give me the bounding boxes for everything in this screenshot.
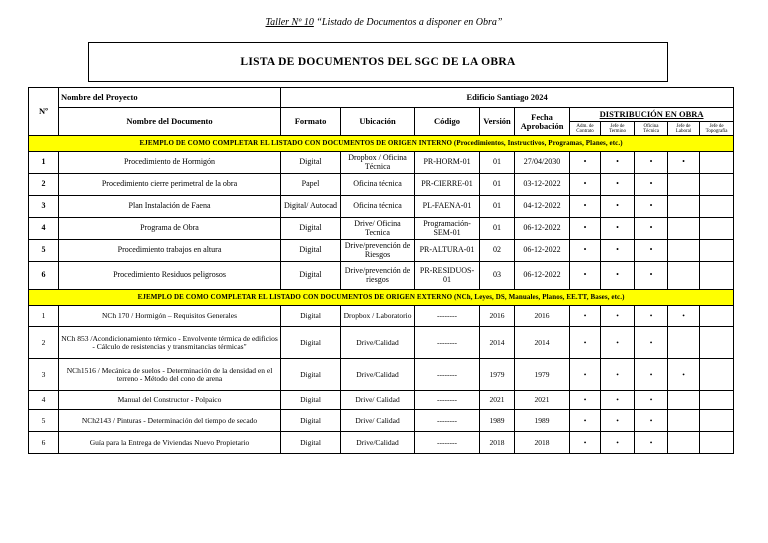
table-row [29,174,734,196]
document-code: -------- [415,432,480,454]
document-format: Digital [281,218,341,240]
document-code: PR-RESIDUOS-01 [415,262,480,290]
approval-date: 06-12-2022 [515,262,570,290]
distribution-mark: • [570,262,601,290]
dist-sub-header: Jefe de Topografía [700,122,734,136]
row-number: 5 [29,240,59,262]
document-version: 01 [480,218,515,240]
distribution-mark: • [635,327,668,359]
row-number: 4 [29,218,59,240]
document-name: Plan Instalación de Faena [59,196,281,218]
distribution-mark: • [635,391,668,410]
col-version-header: Versión [480,108,515,136]
approval-date: 2018 [515,432,570,454]
approval-date: 1989 [515,410,570,432]
dist-sub-header: Oficina Técnica [635,122,668,136]
document-format: Digital [281,410,341,432]
document-version: 1989 [480,410,515,432]
distribution-mark: • [570,152,601,174]
distribution-mark [700,359,734,391]
distribution-mark: • [570,306,601,327]
internal-rows [29,152,734,290]
table-row [29,152,734,174]
document-name: NCh2143 / Pinturas - Determinación del tiempo de secado [59,410,281,432]
approval-date: 06-12-2022 [515,218,570,240]
document-version: 2018 [480,432,515,454]
section-external-row [29,290,734,306]
section-internal-row [29,136,734,152]
distribution-mark [668,240,700,262]
distribution-mark: • [668,152,700,174]
table-row [29,306,734,327]
distribution-mark [700,218,734,240]
distribution-mark: • [601,327,635,359]
document-name: Programa de Obra [59,218,281,240]
document-format: Digital [281,432,341,454]
document-location: Drive/Calidad [341,327,415,359]
distribution-mark: • [668,306,700,327]
document-code: PL-FAENA-01 [415,196,480,218]
distribution-mark [700,410,734,432]
document-location: Dropbox / Laboratorio [341,306,415,327]
distribution-mark [668,196,700,218]
document-format: Digital [281,152,341,174]
distribution-mark [700,432,734,454]
dist-sub-header: Jefe de Termino [601,122,635,136]
distribution-mark [668,262,700,290]
row-number: 1 [29,152,59,174]
distribution-mark [700,327,734,359]
workshop-label: Taller Nº 10 [265,17,314,28]
document-code: Programación-SEM-01 [415,218,480,240]
document-name: Manual del Constructor - Polpaico [59,391,281,410]
distribution-mark: • [601,359,635,391]
row-number: 4 [29,391,59,410]
document-location: Drive/Calidad [341,432,415,454]
document-location: Drive/ Calidad [341,391,415,410]
distribution-mark: • [601,218,635,240]
dist-sub-header: Adm. de Contrato [570,122,601,136]
document-name: NCh 170 / Hormigón – Requisitos Generales [59,306,281,327]
distribution-mark: • [635,410,668,432]
table-row [29,262,734,290]
row-number: 6 [29,262,59,290]
col-format-header: Formato [281,108,341,136]
document-format: Digital/ Autocad [281,196,341,218]
distribution-mark: • [601,306,635,327]
distribution-mark: • [570,174,601,196]
distribution-mark: • [635,359,668,391]
document-name: NCh 853 /Acondicionamiento térmico - Envolvente térmica de edificios - Cálculo de resistencias y transmitancias térmicas" [59,327,281,359]
distribution-mark: • [635,218,668,240]
distribution-mark [668,410,700,432]
approval-date: 27/04/2030 [515,152,570,174]
distribution-mark: • [635,432,668,454]
document-name: Guía para la Entrega de Viviendas Nuevo Propietario [59,432,281,454]
approval-date: 2016 [515,306,570,327]
distribution-mark: • [635,240,668,262]
document-format: Digital [281,359,341,391]
distribution-mark [700,391,734,410]
document-version: 2021 [480,391,515,410]
distribution-mark: • [570,196,601,218]
document-location: Oficina técnica [341,174,415,196]
distribution-mark: • [601,174,635,196]
document-code: -------- [415,306,480,327]
document-location: Drive/ Oficina Tecnica [341,218,415,240]
section-external-title: EJEMPLO DE COMO COMPLETAR EL LISTADO CON DOCUMENTOS DE ORIGEN EXTERNO (NCh, Leyes, DS, Manuales, Planos, EE.TT, Bases, etc.) [29,290,734,306]
table-row [29,327,734,359]
distribution-mark: • [601,152,635,174]
col-date-header: Fecha Aprobación [515,108,570,136]
document-version: 03 [480,262,515,290]
distribution-mark [668,432,700,454]
document-version: 01 [480,196,515,218]
document-format: Digital [281,306,341,327]
distribution-mark [700,262,734,290]
document-name: Procedimiento de Hormigón [59,152,281,174]
table-row [29,240,734,262]
document-location: Dropbox / Oficina Técnica [341,152,415,174]
document-location: Oficina técnica [341,196,415,218]
document-code: -------- [415,359,480,391]
document-code: PR-ALTURA-01 [415,240,480,262]
document-code: PR-CIERRE-01 [415,174,480,196]
document-name: Procedimiento Residuos peligrosos [59,262,281,290]
distribution-mark: • [570,432,601,454]
distribution-mark: • [570,359,601,391]
distribution-mark: • [570,218,601,240]
approval-date: 03-12-2022 [515,174,570,196]
dist-sub-header: Jefe de Laboral [668,122,700,136]
approval-date: 06-12-2022 [515,240,570,262]
distribution-mark: • [635,196,668,218]
document-format: Digital [281,262,341,290]
row-number: 2 [29,174,59,196]
main-title: LISTA DE DOCUMENTOS DEL SGC DE LA OBRA [89,43,668,82]
document-location: Drive/Calidad [341,359,415,391]
document-location: Drive/ Calidad [341,410,415,432]
external-rows [29,306,734,454]
document-version: 01 [480,152,515,174]
distribution-mark: • [570,391,601,410]
distribution-mark: • [635,152,668,174]
project-name: Edificio Santiago 2024 [281,88,734,108]
distribution-mark: • [668,359,700,391]
header-table [88,42,668,82]
document-format: Digital [281,327,341,359]
distribution-mark [700,174,734,196]
document-name: Procedimiento cierre perimetral de la obra [59,174,281,196]
table-row [29,196,734,218]
approval-date: 04-12-2022 [515,196,570,218]
project-label: Nombre del Proyecto [59,88,281,108]
table-row [29,410,734,432]
col-code-header: Código [415,108,480,136]
approval-date: 2014 [515,327,570,359]
approval-date: 2021 [515,391,570,410]
distribution-mark [700,152,734,174]
workshop-subtitle: “Listado de Documentos a disponer en Obra” [313,17,503,28]
document-version: 1979 [480,359,515,391]
document-location: Drive/prevención de riesgos [341,262,415,290]
document-code: -------- [415,327,480,359]
col-location-header: Ubicación [341,108,415,136]
document-title [0,17,768,28]
distribution-mark: • [635,306,668,327]
distribution-mark: • [601,391,635,410]
table-row [29,391,734,410]
document-version: 2016 [480,306,515,327]
document-name: Procedimiento trabajos en altura [59,240,281,262]
row-number: 2 [29,327,59,359]
distribution-mark: • [601,262,635,290]
section-internal-title: EJEMPLO DE COMO COMPLETAR EL LISTADO CON DOCUMENTOS DE ORIGEN INTERNO (Procedimientos, Instructivos, Programas, Planes, etc.) [29,136,734,152]
row-number: 3 [29,196,59,218]
document-format: Digital [281,240,341,262]
column-header-row [29,108,734,122]
distribution-mark [668,174,700,196]
document-version: 02 [480,240,515,262]
col-num-header: Nº [29,88,59,136]
distribution-mark: • [635,262,668,290]
distribution-mark: • [635,174,668,196]
distribution-mark: • [570,327,601,359]
row-number: 5 [29,410,59,432]
document-format: Papel [281,174,341,196]
distribution-mark: • [601,240,635,262]
table-row [29,432,734,454]
document-code: PR-HORM-01 [415,152,480,174]
distribution-mark: • [570,410,601,432]
row-number: 1 [29,306,59,327]
document-version: 2014 [480,327,515,359]
distribution-mark [700,240,734,262]
document-code: -------- [415,391,480,410]
row-number: 6 [29,432,59,454]
distribution-mark [668,391,700,410]
project-row [29,88,734,108]
distribution-mark [668,218,700,240]
distribution-mark: • [601,432,635,454]
approval-date: 1979 [515,359,570,391]
col-distribution-header: DISTRIBUCIÓN EN OBRA [570,108,734,122]
document-code: -------- [415,410,480,432]
table-row [29,359,734,391]
distribution-mark [700,196,734,218]
row-number: 3 [29,359,59,391]
document-location: Drive/prevención de Riesgos [341,240,415,262]
documents-table [28,87,734,454]
document-name: NCh1516 / Mecánica de suelos - Determinación de la densidad en el terreno - Método del cono de arena [59,359,281,391]
distribution-mark [700,306,734,327]
col-name-header: Nombre del Documento [59,108,281,136]
table-row [29,218,734,240]
distribution-mark [668,327,700,359]
document-format: Digital [281,391,341,410]
distribution-mark: • [601,196,635,218]
distribution-mark: • [570,240,601,262]
document-version: 01 [480,174,515,196]
distribution-mark: • [601,410,635,432]
